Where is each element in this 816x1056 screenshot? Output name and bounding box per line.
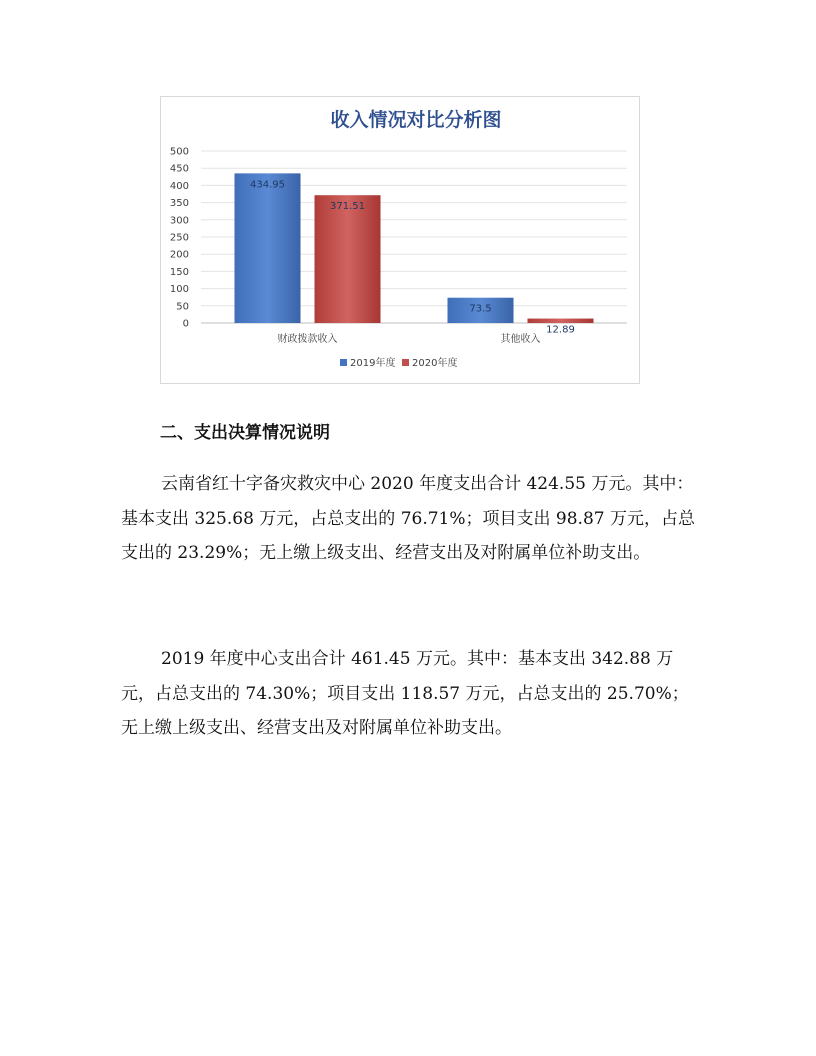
data-label: 12.89 [546,324,575,336]
y-tick-label: 150 [169,266,189,278]
y-tick-label: 350 [169,198,189,210]
bar-s2-1 [315,195,381,323]
y-tick-label: 300 [169,215,189,227]
legend-swatch [340,359,347,366]
legend-label: 2019年度 [350,358,396,369]
income-comparison-chart [160,96,640,384]
y-tick-label: 50 [176,301,189,313]
y-tick-label: 200 [169,249,189,261]
y-tick-label: 500 [169,146,189,158]
bar-s1-1 [235,173,301,323]
x-category-label: 其他收入 [500,334,541,345]
bar-s2-2 [528,319,594,323]
legend-swatch [402,359,409,366]
y-tick-label: 450 [169,163,189,175]
y-tick-label: 100 [169,284,189,296]
x-category-label: 财政拨款收入 [277,334,338,345]
section-heading: 二、支出决算情况说明 [160,423,330,443]
paragraph-2019-expenditure: 2019 年度中心支出合计 461.45 万元。其中：基本支出 342.88 万元，占总支出的 74.30%；项目支出 118.57 万元，占总支出的 25.70%；无上缴上级支出、经营支出及对附属单位补助支出。 [121,649,689,738]
y-tick-label: 400 [169,180,189,192]
data-label: 371.51 [330,201,365,213]
y-tick-label: 0 [182,318,189,330]
chart-title: 收入情况对比分析图 [330,109,502,131]
data-label: 73.5 [469,303,492,315]
data-label: 434.95 [250,179,285,191]
bar-chart-canvas [161,97,641,385]
paragraph-2020-expenditure: 云南省红十字备灾救灾中心 2020 年度支出合计 424.55 万元。其中：基本支出 325.68 万元，占总支出的 76.71%；项目支出 98.87 万元，占总支出的 23.29%；无上缴上级支出、经营支出及对附属单位补助支出。 [121,474,695,563]
legend-label: 2020年度 [412,358,458,369]
y-tick-label: 250 [169,232,189,244]
